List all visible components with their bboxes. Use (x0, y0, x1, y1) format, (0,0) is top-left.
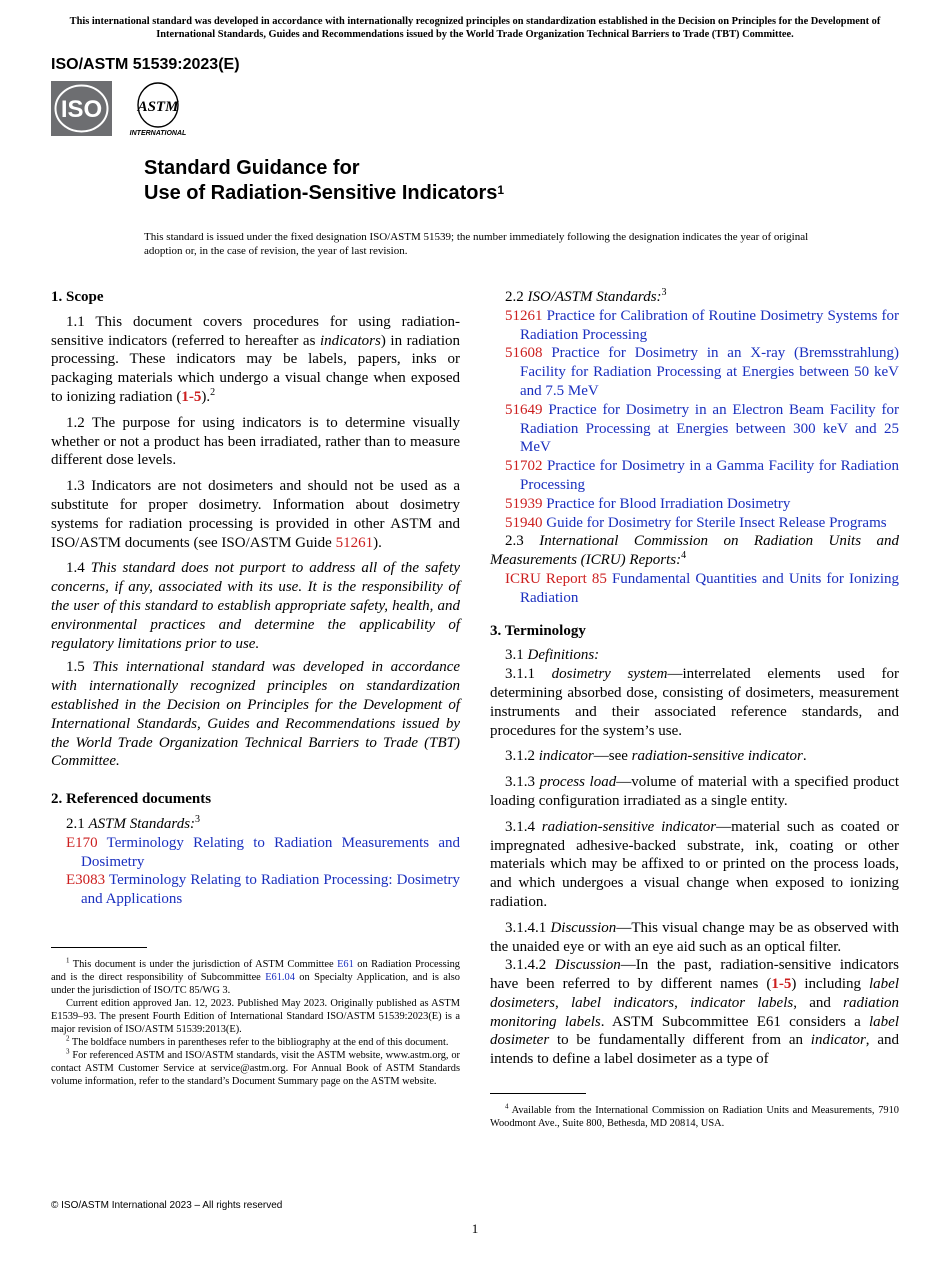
astm-logo (127, 80, 189, 138)
term-italic: radiation monitoring labels (490, 994, 899, 1030)
footnote-4-text: Available from the International Commission on Radiation Units and Measurements, 7910 Woodmont Ave., Suite 800, Bethesda, MD 20814, USA. (490, 1105, 899, 1129)
astm-standards-num: 2.1 (66, 815, 89, 832)
ref-title[interactable]: Practice for Dosimetry in an Electron Beam Facility for Radiation Processing at Energies between 300 keV and 25 MeV (520, 401, 899, 456)
term-name: process load (539, 774, 617, 791)
term-text: to be fundamentally different from an (549, 1032, 811, 1049)
ref-title[interactable]: Terminology Relating to Radiation Measurements and Dosimetry (81, 834, 461, 870)
left-column (51, 288, 460, 909)
footnote-mark-3: 3 (195, 813, 201, 825)
ref-title[interactable]: Fundamental Quantities and Units for Ionizing Radiation (520, 570, 899, 606)
footnote-2-mark: 2 (66, 1034, 70, 1043)
footnote-3-mark: 3 (66, 1047, 70, 1056)
ref-entry-e3083[interactable] (51, 871, 460, 909)
footnote-4 (490, 1104, 899, 1130)
ref-title[interactable]: Practice for Dosimetry in a Gamma Facility for Radiation Processing (520, 458, 899, 493)
footnote-1-edition: Current edition approved Jan. 12, 2023. Published May 2023. Originally published as ASTM E1539–93. The present Fourth Edition of International Standard ISO/ASTM 51539:2023(E) is a major revision of ISO/ASTM 51539:2013(E). (51, 998, 460, 1035)
title-footnote-mark: 1 (497, 183, 505, 197)
ref-code[interactable]: E170 (66, 834, 98, 851)
ref-entry-e170[interactable] (51, 834, 460, 872)
footnote-3-text: For referenced ASTM and ISO/ASTM standards, visit the ASTM website, www.astm.org, or contact ASTM Customer Service at service@astm.org. For Annual Book of ASTM Standards volume information, refer to the standard’s Document Summary page on the ASTM website. (51, 1050, 460, 1087)
para-1-3 (51, 477, 460, 552)
para-1-1-text-c: ). (201, 388, 211, 405)
ref-code[interactable]: E3083 (66, 872, 106, 889)
footnote-rule-right (490, 1093, 586, 1094)
ref-title[interactable]: Guide for Dosimetry for Sterile Insect Release Programs (546, 514, 887, 531)
right-column (490, 288, 899, 1074)
term-text: —volume of material with a specified product loading configuration irradiated as a single entity. (490, 774, 899, 809)
para-1-2: 1.2 The purpose for using indicators is to determine visually whether or not a product has been irradiated, rather than to measure different dose levels. (51, 414, 460, 469)
term-3-1-3 (490, 773, 899, 811)
footnotes-left (51, 958, 460, 1088)
footnote-1-text-a: This document is under the jurisdiction of ASTM Committee (69, 959, 338, 970)
page-number: 1 (471, 1221, 479, 1236)
para-1-3-text-b: ). (373, 534, 382, 551)
ref-code[interactable]: 51939 (505, 495, 543, 512)
issued-statement: This standard is issued under the fixed designation ISO/ASTM 51539; the number immediately following the designation indicates the year of original adoption or, in the case of revision, the year of last revision. (144, 231, 809, 257)
astm-standards-italic: ASTM Standards: (88, 815, 196, 832)
astm-logo-graphic (127, 80, 189, 138)
para-1-5 (51, 658, 460, 771)
isoastm-standards-num: 2.2 (505, 289, 528, 305)
footnote-2-text: The boldface numbers in parentheses refer to the bibliography at the end of this document. (69, 1037, 449, 1048)
term-text: , and intends to define a label dosimeter as a type of (490, 1032, 899, 1068)
section-scope-heading: 1. Scope (51, 289, 104, 305)
isoastm-standards-italic: ISO/ASTM Standards: (527, 289, 662, 305)
iso-logo (51, 81, 112, 136)
term-3-1-1 (490, 665, 899, 740)
section-refdocs-heading: 2. Referenced documents (51, 791, 212, 808)
term-3-1-4-1 (490, 919, 899, 957)
footnote-rule-left (51, 947, 147, 948)
icru-label-num: 2.3 (505, 533, 540, 550)
ref-code[interactable]: ICRU Report 85 (505, 570, 607, 587)
term-text: , (674, 994, 691, 1011)
term-text: —material such as coated or impregnated adhesive-backed substrate, ink, coating or other materials which may be affixed to or printed on the process loads, and which undergoes a visual change when exposed to ionizing radiation. (490, 818, 900, 910)
title-line-1: Standard Guidance for (144, 157, 360, 179)
term-see: radiation-sensitive indicator (631, 748, 803, 765)
ref-link-51261[interactable]: 51261 (335, 534, 374, 551)
term-text: —In the past, radiation-sensitive indicators have been referred to by different names ( (490, 957, 900, 993)
title-line-2 (144, 181, 504, 206)
ref-title[interactable]: Terminology Relating to Radiation Processing: Dosimetry and Applications (81, 872, 461, 908)
ref-entry-51702[interactable] (490, 457, 899, 495)
term-text: . ASTM Subcommittee E61 considers a (600, 1013, 869, 1030)
bib-ref-link[interactable]: 1-5 (771, 976, 792, 993)
footnotes-right (490, 1104, 899, 1130)
definitions-label (490, 646, 899, 665)
ref-code[interactable]: 51608 (505, 345, 543, 362)
ref-code[interactable]: 51649 (505, 401, 543, 418)
footnote-1 (51, 958, 460, 997)
ref-title[interactable]: Practice for Calibration of Routine Dosimetry Systems for Radiation Processing (520, 307, 900, 343)
astm-standards-label (51, 815, 460, 834)
footnote-mark-3b: 3 (661, 287, 667, 298)
term-name: Discussion (554, 957, 621, 974)
footnote-2 (51, 1036, 460, 1049)
term-text: —interrelated elements used for determining absorbed dose, consisting of dosimeters, measurement instruments and their associated reference standards, and procedures for the system’s use. (490, 666, 900, 739)
para-1-3-text-a: 1.3 Indicators are not dosimeters and should not be used as a substitute for proper dosimetry. Information about dosimetry systems for radiation processing is provided in other ASTM and ISO/ASTM documents (see ISO/ASTM Guide (51, 478, 460, 551)
ref-code[interactable]: 51940 (505, 514, 543, 531)
footnote-3 (51, 1049, 460, 1088)
ref-entry-51940[interactable] (490, 514, 899, 533)
document-title (144, 156, 504, 206)
term-3-1-4 (490, 818, 899, 912)
term-num: 3.1.3 (505, 774, 540, 791)
term-num: 3.1.4.1 (505, 919, 551, 936)
copyright-notice: © ISO/ASTM International 2023 – All rights reserved (51, 1200, 283, 1211)
icru-label-italic: International Commission on Radiation Units and Measurements (ICRU) Reports: (490, 533, 900, 569)
ref-entry-51608[interactable] (490, 344, 899, 400)
ref-entry-icru85[interactable] (490, 570, 899, 608)
term-num: 3.1.2 (505, 748, 539, 765)
para-1-5-num: 1.5 (66, 659, 93, 676)
term-num: 3.1.1 (505, 666, 552, 683)
para-1-1-italic: indicators (320, 332, 381, 349)
standard-designation: ISO/ASTM 51539:2023(E) (51, 56, 240, 73)
para-1-4-num: 1.4 (66, 560, 91, 577)
term-italic: indicator (810, 1032, 866, 1049)
section-spacer (51, 776, 460, 790)
section-spacer (490, 608, 899, 622)
ref-entry-51261[interactable] (490, 307, 899, 345)
footnote-mark-2: 2 (210, 386, 216, 398)
term-end: . (802, 748, 807, 765)
term-italic: label dosimeter (490, 1013, 899, 1049)
footnote-mark-4: 4 (681, 550, 687, 562)
term-text: —see (593, 748, 632, 765)
ref-entry-51649[interactable] (490, 401, 899, 457)
ref-title[interactable]: Practice for Blood Irradiation Dosimetry (546, 495, 791, 512)
footnote-1-text-b: on Radiation Processing and is the direct responsibility of Subcommittee (51, 959, 460, 983)
term-italic: label indicators (571, 994, 675, 1011)
astm-logo-subtext: INTERNATIONAL (129, 130, 187, 137)
para-1-1 (51, 313, 460, 407)
icru-label (490, 532, 899, 570)
para-1-4 (51, 559, 460, 653)
subcommittee-link[interactable]: E61.04 (265, 972, 295, 983)
para-1-1-text-a: 1.1 This document covers procedures for using radiation-sensitive indicators (referred to hereafter as (51, 313, 460, 349)
term-text: —This visual change may be as observed with the unaided eye or with an eye aid such as an optical filter. (490, 919, 900, 955)
term-italic: label dosimeters (490, 976, 899, 1011)
term-text: ) including (791, 976, 869, 993)
term-italic: indicator labels (690, 994, 794, 1011)
para-1-4-italic: This standard does not purport to address all of the safety concerns, if any, associated with its use. It is the responsibility of the user of this standard to establish appropriate safety, health, and environmental practices and determine the applicability of regulatory limitations prior to use. (51, 560, 461, 652)
iso-logo-graphic (51, 81, 112, 136)
term-num: 3.1.4.2 (505, 957, 555, 974)
astm-logo-text: ASTM (137, 99, 179, 115)
ref-code[interactable]: 51261 (505, 307, 543, 324)
term-name: radiation-sensitive indicator (541, 818, 717, 835)
ref-entry-51939[interactable] (490, 495, 899, 514)
title-line-2-text: Use of Radiation-Sensitive Indicators (144, 182, 498, 204)
term-text: , and (793, 994, 844, 1011)
bib-ref-link[interactable]: 1-5 (181, 388, 202, 405)
para-1-5-italic: This international standard was developed in accordance with internationally recognized principles on standardization established in the Decision on Principles for the Development of International Standards, Guides and Recommendations issued by the World Trade Organization Technical Barriers to Trade (TBT) Committee. (51, 659, 461, 770)
term-3-1-4-2 (490, 956, 899, 1069)
section-terminology-heading: 3. Terminology (490, 622, 586, 639)
footnote-1-text-c: on Specialty Application, and is also under the jurisdiction of ISO/TC 85/WG 3. (51, 972, 460, 996)
term-text: , (555, 994, 572, 1011)
term-3-1-2 (490, 747, 899, 766)
definitions-num: 3.1 (505, 647, 528, 664)
footnote-1-mark: 1 (66, 956, 70, 965)
definitions-italic: Definitions: (527, 647, 600, 664)
term-name: indicator (538, 748, 594, 765)
ref-code[interactable]: 51702 (505, 458, 543, 475)
isoastm-standards-label (490, 288, 899, 307)
term-num: 3.1.4 (505, 818, 542, 835)
footnote-4-mark: 4 (505, 1102, 509, 1111)
tbt-notice: This international standard was developed in accordance with internationally recognized principles on standardization established in the Decision on Principles for the Development of International Standards, Guides and Recommendations issued by the World Trade Organization Technical Barriers to Trade (TBT) Committee. (69, 16, 881, 40)
committee-link[interactable]: E61 (337, 959, 354, 970)
ref-title[interactable]: Practice for Dosimetry in an X-ray (Bremsstrahlung) Facility for Radiation Processing at Energies between 50 keV and 7.5 MeV (520, 345, 900, 399)
para-1-1-text-b: ) in radiation processing. These indicators may be labels, papers, inks or packaging materials which undergo a visual change when exposed to ionizing radiation ( (51, 332, 460, 405)
iso-logo-text: ISO (60, 96, 103, 123)
term-name: dosimetry system (551, 666, 668, 683)
term-name: Discussion (550, 919, 617, 936)
